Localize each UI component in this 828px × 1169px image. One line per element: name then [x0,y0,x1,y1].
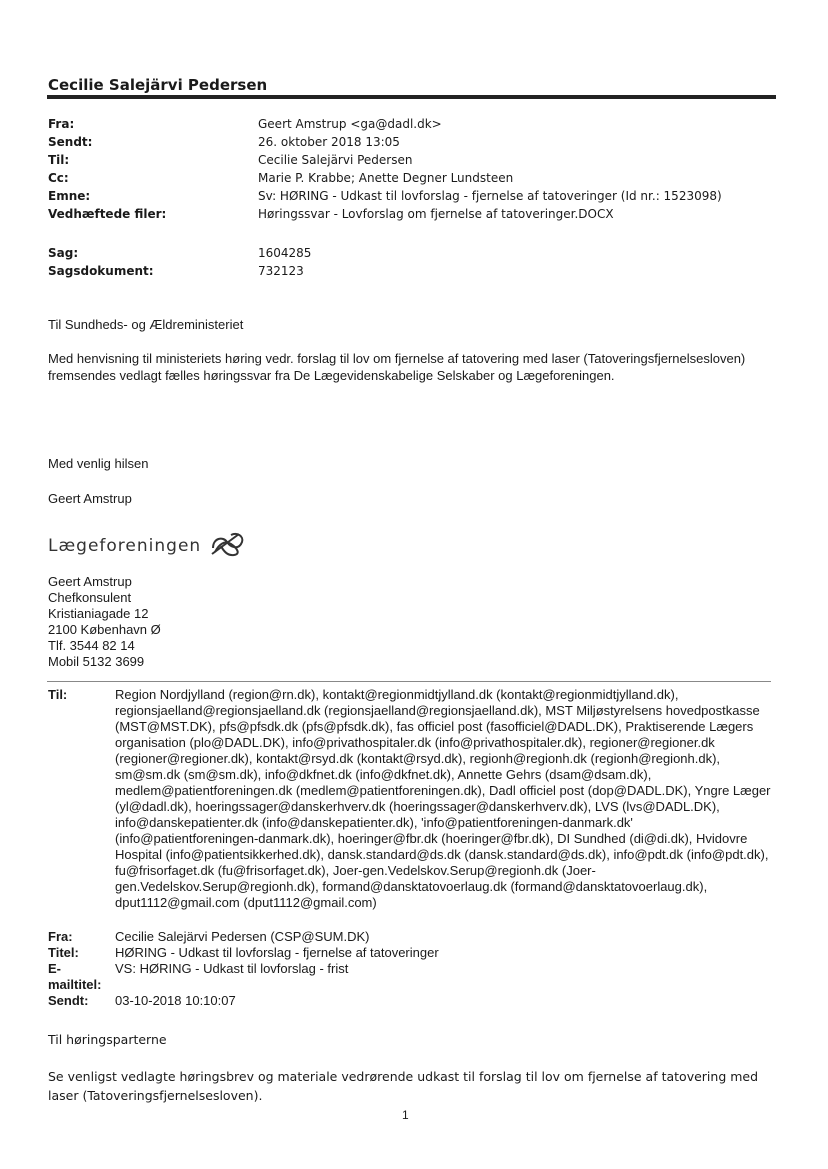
field-label: Fra: [48,117,75,131]
aesculapian-snake-logo-icon [209,528,247,563]
header-rule [47,95,776,99]
forwarded-greeting: Til høringsparterne [48,1032,167,1047]
recipient-list: Region Nordjylland (region@rn.dk), kontakt@regionmidtjylland.dk (kontakt@regionmidtjylland.dk), regionsjaelland@regionsjaelland.dk (regionsjaelland@regionsjaelland.dk), MST Miljøstyrelsens hovedpostkasse (MST@MST.DK), pfs@pfsdk.dk (pfs@pfsdk.dk), fas officiel post (fasofficiel@DADL.DK), Praktiserende Lægers organisation (plo@DADL.DK), info@privathospitaler.dk (info@privathospitaler.dk), regioner@regioner.dk (regioner@regioner.dk), kontakt@rsyd.dk (kontakt@rsyd.dk), regionh@regionh.dk (regionh@regionh.dk), sm@sm.dk (sm@sm.dk), info@dkfnet.dk (info@dkfnet.dk), Annette Gehrs (dsam@dsam.dk), medlem@patientforeningen.dk (medlem@patientforeningen.dk), Dadl officiel post (dop@DADL.DK), Yngre Læger (yl@dadl.dk), hoeringssager@danskerhverv.dk (hoeringssager@danskerhverv.dk), LVS (lvs@DADL.DK), info@danskepatienter.dk (info@danskepatienter.dk), 'info@patientforeningen-danmark.dk' (info@patientforeningen-danmark.dk), hoeringer@fbr.dk (hoeringer@fbr.dk), DI Sundhed (di@di.dk), Hvidovre Hospital (info@patientsikkerhed.dk), dansk.standard@ds.dk (dansk.standard@ds.dk), info@pdt.dk (info@pdt.dk), fu@frisorfaget.dk (fu@frisorfaget.dk), Joer-gen.Vedelskov.Serup@regionh.dk (Joer-gen.Vedelskov.Serup@regionh.dk), formand@dansktatovoerlaug.dk (formand@dansktatovoerlaug.dk), dput1112@gmail.com (dput1112@gmail.com) [115,687,771,910]
field-label: Sagsdokument: [48,264,154,278]
attachment-link[interactable]: Høringssvar - Lovforslag om fjernelse af tatoveringer.DOCX [258,207,614,221]
field-value: Geert Amstrup <ga@dadl.dk> [258,117,442,131]
forwarded-divider [47,681,771,682]
field-label: Fra: [48,929,73,944]
signature-line: Kristianiagade 12 [48,606,149,621]
signature-line: Geert Amstrup [48,574,132,589]
field-value: HØRING - Udkast til lovforslag - fjernelse af tatoveringer [115,945,439,960]
field-label: Sendt: [48,993,89,1008]
field-label: Til: [48,153,70,167]
field-value: 26. oktober 2018 13:05 [258,135,400,149]
closing-name: Geert Amstrup [48,491,132,506]
field-value: Cecilie Salejärvi Pedersen [258,153,413,167]
signature-line: Tlf. 3544 82 14 [48,638,135,653]
field-value: Cecilie Salejärvi Pedersen (CSP@SUM.DK) [115,929,370,944]
field-label: E-mailtitel: [48,961,102,992]
field-label: Til: [48,687,68,702]
forwarded-paragraph: Se venligst vedlagte høringsbrev og materiale vedrørende udkast til forslag til lov om fjernelse af tatovering med laser (Tatoveringsfjernelsesloven). [48,1069,759,1103]
field-label: Titel: [48,945,79,960]
greeting: Til Sundheds- og Ældreministeriet [48,317,244,332]
field-value: Sv: HØRING - Udkast til lovforslag - fjernelse af tatoveringer (Id nr.: 1523098) [258,189,722,203]
page-number: 1 [402,1108,409,1122]
field-value: Marie P. Krabbe; Anette Degner Lundsteen [258,171,514,185]
field-label: Cc: [48,171,69,185]
field-label: Emne: [48,189,91,203]
field-value: 1604285 [258,246,312,260]
signature-line: 2100 København Ø [48,622,161,637]
field-label: Vedhæftede filer: [48,207,167,221]
field-value: VS: HØRING - Udkast til lovforslag - frist [115,961,349,976]
field-label: Sag: [48,246,79,260]
field-value: 03-10-2018 10:10:07 [115,993,236,1008]
body-paragraph: Med henvisning til ministeriets høring vedr. forslag til lov om fjernelse af tatovering med laser (Tatoveringsfjernelsesloven) fremsendes vedlagt fælles høringssvar fra De Lægevidenskabelige Selskaber og Lægeforeningen. [48,351,746,383]
signature-line: Mobil 5132 3699 [48,654,145,669]
logo-text: Lægeforeningen [48,535,202,556]
signature-block [48,574,768,670]
closing: Med venlig hilsen [48,456,149,471]
field-label: Sendt: [48,135,93,149]
mailbox-owner-name: Cecilie Salejärvi Pedersen [48,76,268,94]
organization-logo [48,528,247,563]
field-value: 732123 [258,264,304,278]
signature-line: Chefkonsulent [48,590,132,605]
